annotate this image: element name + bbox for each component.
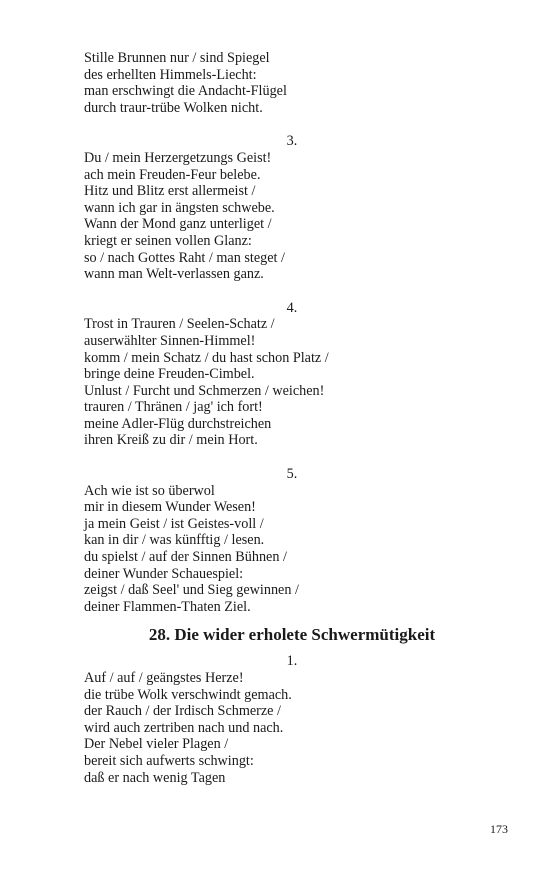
verse-line: wann ich gar in ängsten schwebe. <box>84 199 275 216</box>
verse-line: trauren / Thränen / jag' ich fort! <box>84 399 263 416</box>
verse-line: kan in dir / was künfftig / lesen. <box>84 532 265 549</box>
verse-line: Unlust / Furcht und Schmerzen / weichen! <box>84 382 325 399</box>
stanza-number: 1. <box>286 653 298 670</box>
verse-line: Wann der Mond ganz unterliget / <box>84 216 272 233</box>
verse-line: kriegt er seinen vollen Glanz: <box>84 232 252 249</box>
verse-line: komm / mein Schatz / du hast schon Platz / <box>84 349 329 366</box>
verse-line: man erschwingt die Andacht-Flügel <box>84 83 287 100</box>
verse-line: Stille Brunnen nur / sind Spiegel <box>84 50 270 66</box>
verse-line: deiner Wunder Schauespiel: <box>84 565 244 582</box>
poem28-stanza-1 <box>84 653 452 786</box>
verse-line: wann man Welt-verlassen ganz. <box>84 266 264 283</box>
stanza-gap <box>84 283 452 300</box>
verse-line: wird auch zertriben nach und nach. <box>84 719 284 736</box>
verse-line: deiner Flammen-Thaten Ziel. <box>84 598 251 615</box>
verse-line: ach mein Freuden-Feur belebe. <box>84 166 261 183</box>
verse-line: durch traur-trübe Wolken nicht. <box>84 99 263 116</box>
verse-line: zeigst / daß Seel' und Sieg gewinnen / <box>84 582 299 599</box>
stanza-3 <box>84 133 452 282</box>
verse-line: mir in diesem Wunder Wesen! <box>84 499 256 516</box>
stanza-5 <box>84 466 452 615</box>
stanza-continued <box>84 50 452 116</box>
verse-line: du spielst / auf der Sinnen Bühnen / <box>84 549 287 566</box>
verse-line: ja mein Geist / ist Geistes-voll / <box>84 515 264 532</box>
verse-line: die trübe Wolk verschwindt gemach. <box>84 686 292 703</box>
page-number: 173 <box>490 822 508 836</box>
verse-line: bereit sich aufwerts schwingt: <box>84 752 254 769</box>
stanza-number: 3. <box>286 133 298 150</box>
verse-line: daß er nach wenig Tagen <box>84 769 226 786</box>
stanza-gap <box>84 116 452 133</box>
verse-line: bringe deine Freuden-Cimbel. <box>84 366 255 383</box>
verse-line: des erhellten Himmels-Liecht: <box>84 66 257 83</box>
verse-line: auserwählter Sinnen-Himmel! <box>84 332 256 349</box>
poem-title: 28. Die wider erholete Schwermütigkeit <box>148 625 436 645</box>
verse-line: ihren Kreiß zu dir / mein Hort. <box>84 432 258 449</box>
verse-line: Der Nebel vieler Plagen / <box>84 736 229 753</box>
verse-line: meine Adler-Flüg durchstreichen <box>84 415 272 432</box>
verse-line: so / nach Gottes Raht / man steget / <box>84 249 285 266</box>
stanza-4 <box>84 300 452 449</box>
verse-line: Auf / auf / geängstes Herze! <box>84 670 244 686</box>
text-column <box>84 50 452 786</box>
verse-line: Trost in Trauren / Seelen-Schatz / <box>84 316 275 333</box>
verse-line: Hitz und Blitz erst allermeist / <box>84 183 256 200</box>
stanza-number: 4. <box>286 299 298 316</box>
stanza-gap <box>84 449 452 466</box>
stanza-number: 5. <box>286 466 298 483</box>
verse-line: Du / mein Herzergetzungs Geist! <box>84 149 272 166</box>
verse-line: der Rauch / der Irdisch Schmerze / <box>84 703 281 720</box>
verse-line: Ach wie ist so überwol <box>84 482 215 499</box>
